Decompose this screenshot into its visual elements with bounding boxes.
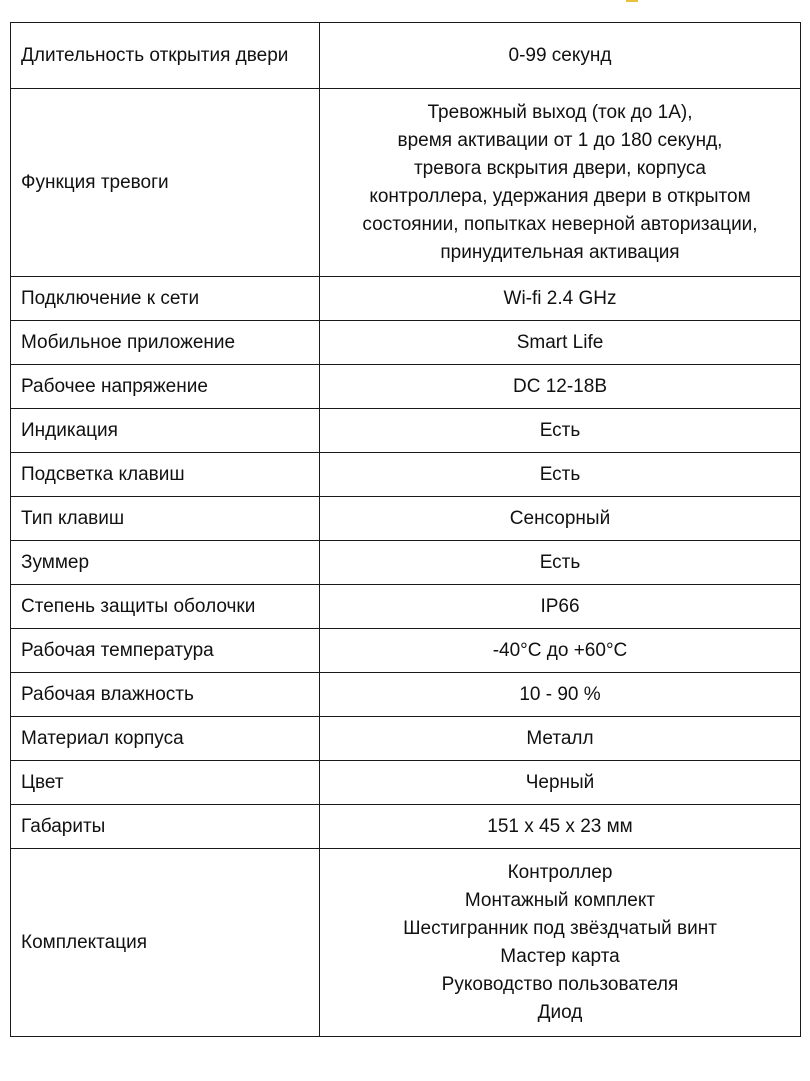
row-value-line: Диод: [537, 1001, 583, 1023]
row-label: Индикация: [11, 409, 320, 453]
row-value-line: IP66: [540, 595, 580, 617]
row-label: Степень защиты оболочки: [11, 585, 320, 629]
row-value-line: Тревожный выход (ток до 1А),: [427, 101, 693, 123]
row-value: [320, 89, 801, 277]
row-label: Цвет: [11, 761, 320, 805]
row-value: [320, 541, 801, 585]
row-value-line: Smart Life: [516, 331, 604, 353]
table-row-housing-material: [11, 717, 801, 761]
row-value: [320, 761, 801, 805]
table-row-indication: [11, 409, 801, 453]
row-value: [320, 585, 801, 629]
row-value: [320, 805, 801, 849]
table-row-color: [11, 761, 801, 805]
specifications-table: [10, 22, 801, 1037]
row-value-line: -40°C до +60°C: [492, 639, 628, 661]
row-value-line: состоянии, попытках неверной авторизации,: [362, 213, 758, 235]
row-value-line: Шестигранник под звёздчатый винт: [403, 917, 717, 939]
table-row-alarm-function: [11, 89, 801, 277]
table-row-operating-voltage: [11, 365, 801, 409]
row-label: Тип клавиш: [11, 497, 320, 541]
row-value: [320, 673, 801, 717]
row-value-line: Контроллер: [507, 861, 613, 883]
row-value-line: 151 х 45 х 23 мм: [487, 815, 633, 837]
row-value-line: Металл: [526, 727, 594, 749]
row-value-line: 0-99 секунд: [508, 44, 612, 66]
row-value-line: принудительная активация: [440, 241, 680, 263]
table-row-ingress-protection: [11, 585, 801, 629]
table-row-mobile-app: [11, 321, 801, 365]
row-label: Зуммер: [11, 541, 320, 585]
table-row-operating-temperature: [11, 629, 801, 673]
row-value-line: 10 - 90 %: [519, 683, 601, 705]
row-label: Комплектация: [11, 849, 320, 1037]
row-value: [320, 717, 801, 761]
row-label: Функция тревоги: [11, 89, 320, 277]
top-accent-mark: [626, 0, 638, 2]
row-label: Подсветка клавиш: [11, 453, 320, 497]
row-value: [320, 629, 801, 673]
table-row-package-contents: [11, 849, 801, 1037]
row-value-line: Есть: [539, 463, 581, 485]
row-value-line: время активации от 1 до 180 секунд,: [397, 129, 723, 151]
table-row-network: [11, 277, 801, 321]
row-value: [320, 277, 801, 321]
row-label: Рабочая влажность: [11, 673, 320, 717]
table-row-buzzer: [11, 541, 801, 585]
row-value: [320, 321, 801, 365]
row-value: [320, 23, 801, 89]
table-row-operating-humidity: [11, 673, 801, 717]
row-label: Мобильное приложение: [11, 321, 320, 365]
row-label: Габариты: [11, 805, 320, 849]
row-value: [320, 365, 801, 409]
row-value: [320, 453, 801, 497]
specifications-table-body: [11, 23, 801, 1037]
row-value-line: Wi-fi 2.4 GHz: [503, 287, 617, 309]
table-row-key-type: [11, 497, 801, 541]
row-value: [320, 849, 801, 1037]
table-row-key-backlight: [11, 453, 801, 497]
row-label: Длительность открытия двери: [11, 23, 320, 89]
row-value-line: Есть: [539, 551, 581, 573]
row-value-line: DC 12-18В: [513, 375, 607, 397]
row-value-line: тревога вскрытия двери, корпуса: [413, 157, 706, 179]
row-value-line: Монтажный комплект: [464, 889, 656, 911]
row-value-line: Есть: [539, 419, 581, 441]
row-value-line: Руководство пользователя: [441, 973, 679, 995]
row-value-line: контроллера, удержания двери в открытом: [369, 185, 751, 207]
table-row-door-open-duration: [11, 23, 801, 89]
row-value: [320, 409, 801, 453]
row-value-line: Сенсорный: [509, 507, 611, 529]
row-value: [320, 497, 801, 541]
row-label: Материал корпуса: [11, 717, 320, 761]
row-value-line: Мастер карта: [500, 945, 620, 967]
row-label: Рабочее напряжение: [11, 365, 320, 409]
row-label: Рабочая температура: [11, 629, 320, 673]
row-value-line: Черный: [525, 771, 595, 793]
row-label: Подключение к сети: [11, 277, 320, 321]
table-row-dimensions: [11, 805, 801, 849]
